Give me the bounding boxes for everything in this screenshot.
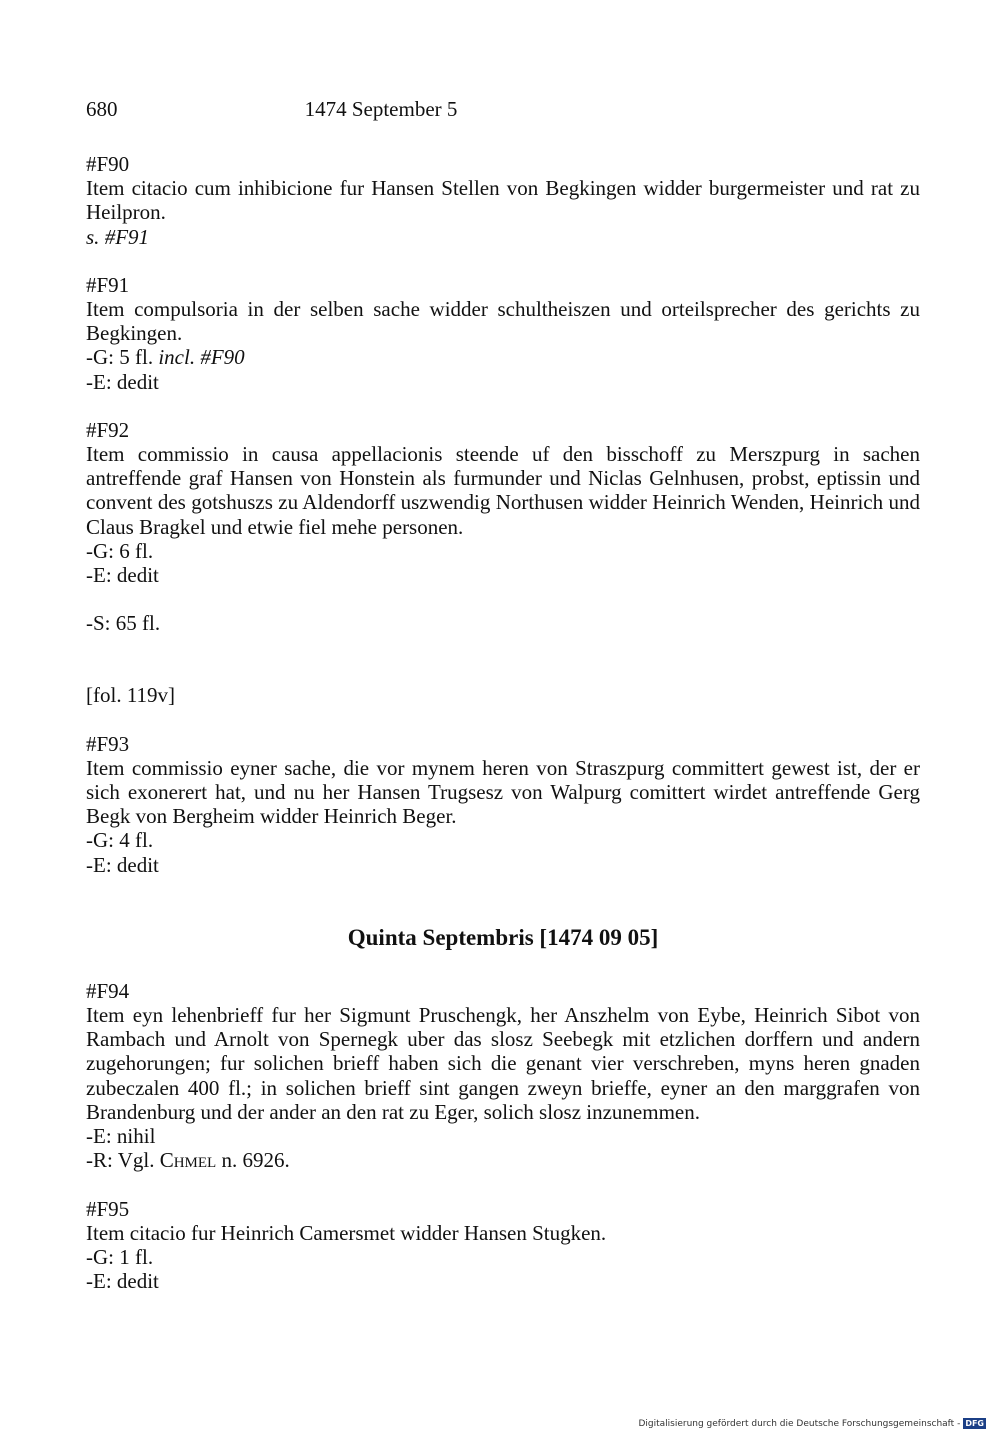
entry-payment-status: -E: dedit [86,1269,159,1294]
reference-prefix: -R: Vgl. [86,1148,155,1173]
entry-payment-status: -E: dedit [86,563,159,588]
entry-id: #F91 [86,272,130,297]
entry-id: #F93 [86,731,130,756]
entry-text: Item commissio in causa appellacionis steende uf den bisschoff zu Merszpurg in sachen antreffende graf Hansen von Honstein als furmunder und Niclas Gelnhusen, probst, eptissin und convent des gotshuszs zu Aldendorff uszwendig Northusen widder Heinrich Wenden, Heinrich und Claus Bragkel und etwie fiel mehe personen. [86,442,920,539]
entry-fee [86,345,920,369]
entry-f92 [86,418,920,587]
page-content [86,152,920,1317]
fee-amount: -G: 5 fl. [86,345,154,370]
footer-text: Digitalisierung gefördert durch die Deutsche Forschungsgemeinschaft - [638,1418,961,1429]
entry-cross-reference [86,225,920,249]
ref-target: #F91 [104,224,150,249]
entry-fee: -G: 4 fl. [86,828,154,853]
entry-fee: -G: 1 fl. [86,1244,154,1269]
reference-number: n. 6926. [221,1148,290,1173]
page-number: 680 [86,97,118,121]
ref-prefix: s. [86,224,100,249]
entry-payment-status: -E: dedit [86,369,159,394]
entry-text: Item eyn lehenbrieff fur her Sigmunt Pruschengk, her Anszhelm von Eybe, Heinrich Sibot von Rambach und Arnolt von Spernegk uber das slosz Seebegk mit etzlichen dorffern und andern zugehorungen; fur solichen brieff haben sich die genant vier verschreben, myns heren gnaden zubeczalen 400 fl.; in solichen brieff sint gangen zweyn brieffe, eyner an den marggrafen von Brandenburg und der ander an den rat zu Eger, solich slosz inzunemmen. [86,1003,920,1124]
entry-id: #F95 [86,1196,130,1221]
entry-f95 [86,1197,920,1294]
entry-payment-status: -E: nihil [86,1124,156,1149]
entry-id: #F92 [86,417,130,442]
entry-id: #F90 [86,152,130,176]
entry-text: Item commissio eyner sache, die vor mynem heren von Straszpurg committert gewest ist, der er sich exonerert hat, und nu her Hansen Trugsesz von Walpurg comittert wirdet antreffende Gerg Begk von Bergheim widder Heinrich Beger. [86,755,920,829]
running-title: 1474 September 5 [304,97,458,121]
folio-marker: [fol. 119v] [86,683,176,708]
sum-line: -S: 65 fl. [86,611,161,636]
entry-f94 [86,979,920,1173]
entry-f90 [86,152,920,249]
entry-text: Item citacio fur Heinrich Camersmet widder Hansen Stugken. [86,1220,607,1245]
digitization-footer [638,1418,986,1429]
date-heading: Quinta Septembris [1474 09 05] [347,924,659,950]
entry-reference [86,1148,920,1172]
entry-fee: -G: 6 fl. [86,538,154,563]
entry-f91 [86,273,920,394]
reference-author: Chmel [159,1148,217,1173]
entry-f93 [86,732,920,877]
entry-text: Item citacio cum inhibicione fur Hansen Stellen von Begkingen widder burgermeister und rat zu Heilpron. [86,176,920,225]
entry-id: #F94 [86,978,130,1003]
fee-inclusion: incl. #F90 [158,345,245,370]
page-header [86,96,920,126]
dfg-logo: DFG [965,1419,984,1428]
entry-text: Item compulsoria in der selben sache widder schultheiszen und orteilsprecher des gerichts zu Begkingen. [86,297,920,346]
entry-payment-status: -E: dedit [86,852,159,877]
